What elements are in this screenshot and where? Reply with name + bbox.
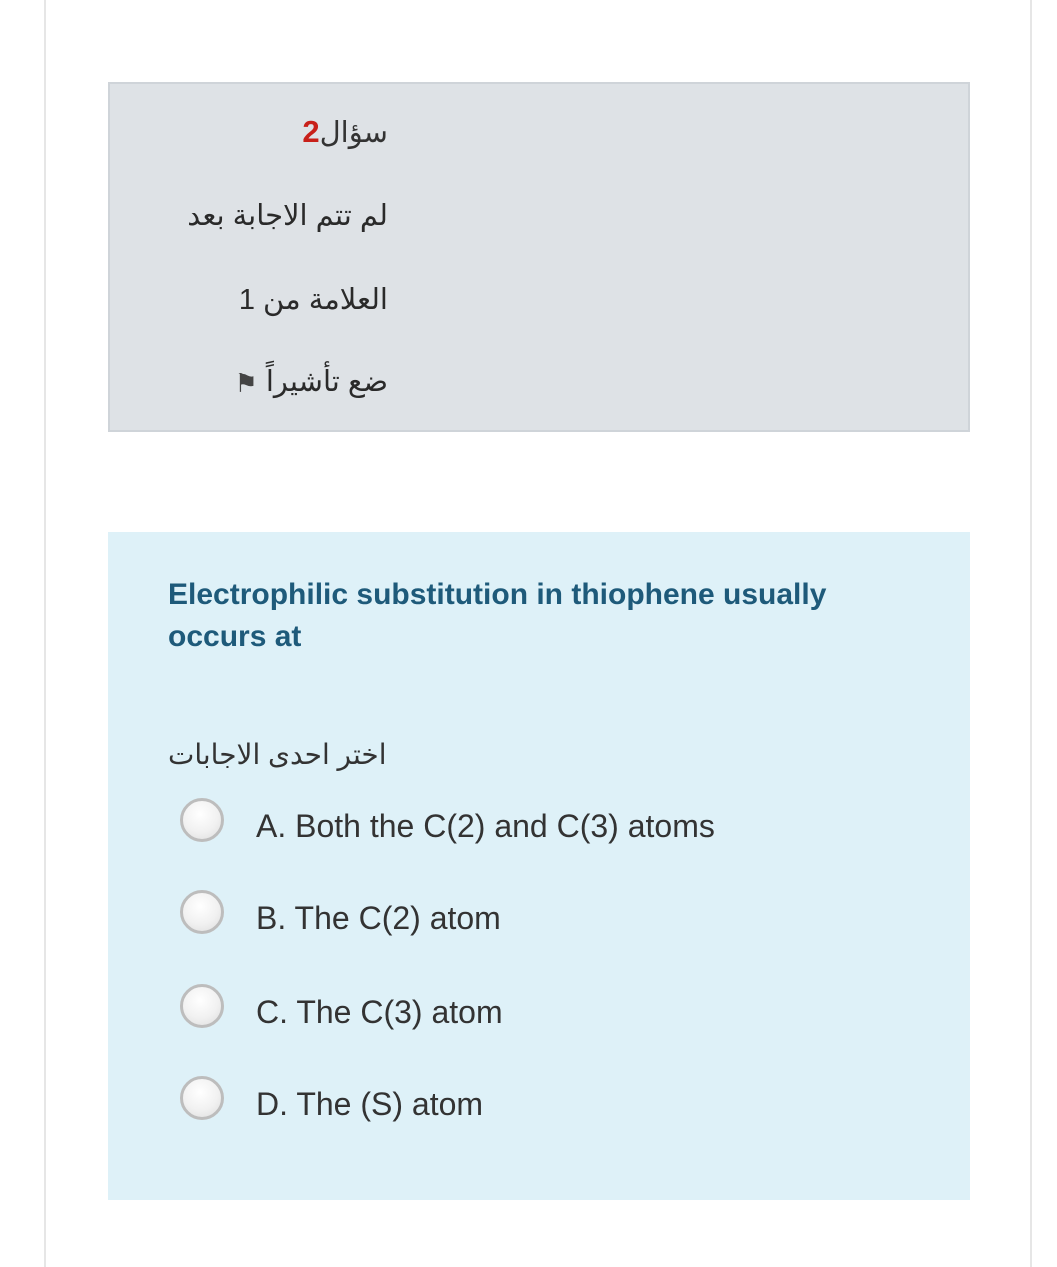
- answer-option-a[interactable]: [180, 798, 880, 850]
- radio-button-c[interactable]: [180, 984, 224, 1028]
- answer-prompt: اختر احدى الاجابات: [168, 739, 387, 770]
- answer-option-label[interactable]: D. The (S) atom: [256, 1086, 484, 1122]
- question-mark: العلامة من 1: [238, 284, 388, 316]
- answer-option-label[interactable]: C. The C(3) atom: [256, 994, 503, 1030]
- flag-question-link[interactable]: [230, 364, 388, 399]
- radio-button-a[interactable]: [180, 798, 224, 842]
- page-frame-left: [44, 0, 46, 1267]
- question-number-label: سؤال: [319, 117, 388, 149]
- answer-option-b[interactable]: [180, 890, 880, 942]
- question-info-panel: [108, 82, 970, 432]
- radio-button-d[interactable]: [180, 1076, 224, 1120]
- question-text: Electrophilic substitution in thiophene usually occurs at: [168, 578, 827, 653]
- question-content-panel: [108, 532, 970, 1200]
- answer-option-label[interactable]: B. The C(2) atom: [256, 900, 501, 936]
- answer-option-label[interactable]: A. Both the C(2) and C(3) atoms: [256, 808, 715, 844]
- question-status: لم تتم الاجابة بعد: [187, 200, 388, 232]
- question-number: [302, 114, 388, 150]
- radio-button-b[interactable]: [180, 890, 224, 934]
- answer-option-d[interactable]: [180, 1076, 880, 1128]
- question-number-value: 2: [302, 114, 320, 149]
- answer-option-c[interactable]: [180, 984, 880, 1036]
- flag-icon: ⚑: [234, 367, 258, 398]
- page-frame-right: [1030, 0, 1032, 1267]
- flag-question-label: ضع تأشيراً: [265, 366, 388, 398]
